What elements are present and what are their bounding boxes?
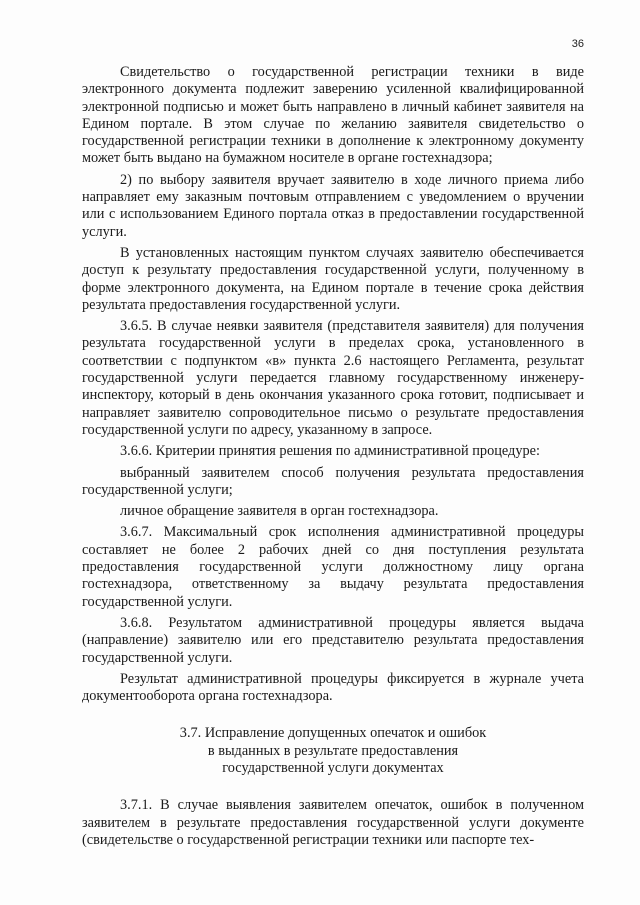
- page-number: 36: [571, 38, 584, 50]
- paragraph: 3.7.1. В случае выявления заявителем опечаток, ошибок в полученном заявителем в результате предоставления государственной услуги документе (свидетельстве о государственной регистрации техники или паспорте тех-: [82, 797, 584, 848]
- document-body: [82, 64, 584, 853]
- paragraph: 3.6.8. Результатом административной процедуры является выдача (направление) заявителю или его представителю результата предоставления государственной услуги.: [82, 614, 584, 666]
- paragraph: 3.6.7. Максимальный срок исполнения административной процедуры составляет не более 2 рабочих дней со дня поступления результата предоставления государственной услуги должностному лицу органа гостехнадзора, ответственному за выдачу результата предоставления государственной услуги.: [82, 524, 584, 610]
- paragraph: 2) по выбору заявителя вручает заявителю в ходе личного приема либо направляет ему заказным почтовым отправлением с уведомлением о вручении или с использованием Единого портала отказ в предоставлении государственной услуги.: [82, 171, 584, 240]
- paragraph: Свидетельство о государственной регистрации техники в виде электронного документа подлежит заверению усиленной квалифицированной электронной подписью и может быть направлено в личный кабинет заявителя на Едином портале. В этом случае по желанию заявителя свидетельство о государственной регистрации техники в дополнение к электронному документу может быть выдано на бумажном носителе в органе гостехнадзора;: [82, 64, 584, 167]
- paragraph: выбранный заявителем способ получения результата предоставления государственной услуги;: [82, 464, 584, 498]
- paragraph: 3.6.5. В случае неявки заявителя (представителя заявителя) для получения результата государственной услуги в пределах срока, установленного в соответствии с подпунктом «в» пункта 2.6 настоящего Регламента, результат государственной услуги передается главному государственному инженеру-инспектору, который в день окончания указанного срока готовит, подписывает и направляет заявителю сопроводительное письмо о результате предоставления государственной услуги по адресу, указанному в запросе.: [82, 318, 584, 438]
- section-heading-line: 3.7. Исправление допущенных опечаток и ошибок: [179, 725, 487, 742]
- paragraph: Результат административной процедуры фиксируется в журнале учета документооборота органа гостехнадзора.: [82, 670, 584, 705]
- section-heading-line: в выданных в результате предоставления: [207, 742, 459, 759]
- paragraph: 3.6.6. Критерии принятия решения по административной процедуре:: [120, 443, 540, 460]
- paragraph: В установленных настоящим пунктом случаях заявителю обеспечивается доступ к результату предоставления государственной услуги, полученному в форме электронного документа, на Едином портале в течение срока действия результата предоставления государственной услуги.: [82, 244, 584, 313]
- section-heading-line: государственной услуги документах: [222, 759, 444, 776]
- paragraph: личное обращение заявителя в орган гостехнадзора.: [120, 503, 439, 520]
- section-heading: [82, 725, 584, 777]
